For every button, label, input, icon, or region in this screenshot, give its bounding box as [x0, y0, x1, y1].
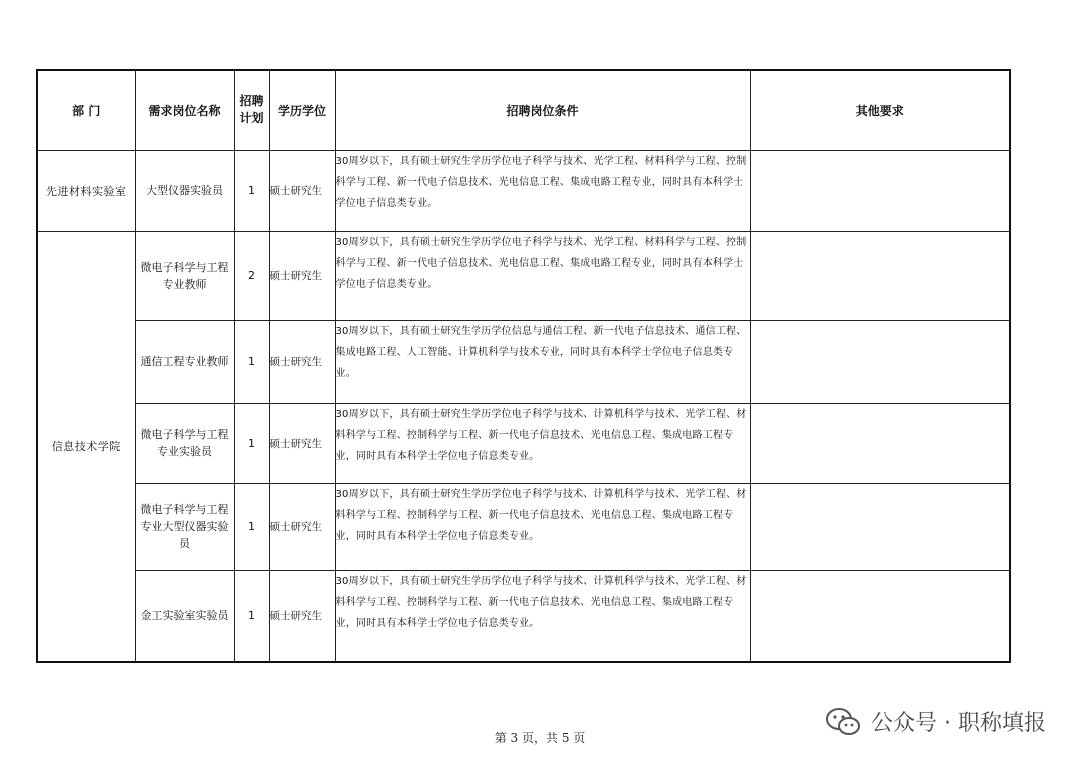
- conditions-cell: 30周岁以下，具有硕士研究生学历学位信息与通信工程、新一代电子信息技术、通信工程、集成电路工程、人工智能、计算机科学与技术专业，同时具有本科学士学位电子信息类专业。: [335, 320, 750, 403]
- other-cell: [750, 150, 1010, 231]
- position-cell: 微电子科学与工程专业大型仪器实验员: [135, 483, 234, 570]
- other-cell: [750, 320, 1010, 403]
- education-cell: 硕士研究生: [269, 483, 335, 570]
- header-other: 其他要求: [750, 70, 1010, 150]
- position-cell: 金工实验室实验员: [135, 570, 234, 662]
- table-row: [37, 320, 1010, 403]
- conditions-cell: 30周岁以下，具有硕士研究生学历学位电子科学与技术、计算机科学与技术、光学工程、材料科学与工程、控制科学与工程、新一代电子信息技术、光电信息工程、集成电路工程专业，同时具有本科学士学位电子信息类专业。: [335, 570, 750, 662]
- table-row: [37, 231, 1010, 320]
- other-cell: [750, 483, 1010, 570]
- conditions-cell: 30周岁以下，具有硕士研究生学历学位电子科学与技术、计算机科学与技术、光学工程、材料科学与工程、控制科学与工程、新一代电子信息技术、光电信息工程、集成电路工程专业，同时具有本科学士学位电子信息类专业。: [335, 403, 750, 483]
- position-cell: 微电子科学与工程专业实验员: [135, 403, 234, 483]
- header-position: 需求岗位名称: [135, 70, 234, 150]
- table-row: [37, 570, 1010, 662]
- position-cell: 大型仪器实验员: [135, 150, 234, 231]
- dept-cell: 先进材料实验室: [37, 150, 135, 231]
- page-number: 第 3 页，共 5 页: [494, 731, 586, 745]
- plan-cell: 2: [234, 231, 269, 320]
- header-row: [37, 70, 1010, 150]
- plan-cell: 1: [234, 483, 269, 570]
- education-cell: 硕士研究生: [269, 570, 335, 662]
- plan-cell: 1: [234, 570, 269, 662]
- other-cell: [750, 403, 1010, 483]
- header-plan-line2: 计划: [239, 111, 264, 126]
- header-plan-line1: 招聘: [239, 94, 264, 109]
- conditions-cell: 30周岁以下，具有硕士研究生学历学位电子科学与技术、计算机科学与技术、光学工程、材料科学与工程、控制科学与工程、新一代电子信息技术、光电信息工程、集成电路工程专业，同时具有本科学士学位电子信息类专业。: [335, 483, 750, 570]
- dept-cell: 信息技术学院: [37, 231, 135, 662]
- other-cell: [750, 570, 1010, 662]
- plan-cell: 1: [234, 320, 269, 403]
- header-dept: 部 门: [37, 70, 135, 150]
- conditions-cell: 30周岁以下，具有硕士研究生学历学位电子科学与技术、光学工程、材料科学与工程、控制科学与工程、新一代电子信息技术、光电信息工程、集成电路工程专业，同时具有本科学士学位电子信息类专业。: [335, 150, 750, 231]
- education-cell: 硕士研究生: [269, 320, 335, 403]
- table-row: [37, 483, 1010, 570]
- watermark-text: 公众号 · 职称填报: [871, 711, 1046, 736]
- header-conditions: 招聘岗位条件: [335, 70, 750, 150]
- plan-cell: 1: [234, 150, 269, 231]
- header-plan: [234, 70, 269, 150]
- table-row: [37, 403, 1010, 483]
- other-cell: [750, 231, 1010, 320]
- header-education: 学历学位: [269, 70, 335, 150]
- position-cell: 通信工程专业教师: [135, 320, 234, 403]
- conditions-cell: 30周岁以下，具有硕士研究生学历学位电子科学与技术、光学工程、材料科学与工程、控制科学与工程、新一代电子信息技术、光电信息工程、集成电路工程专业，同时具有本科学士学位电子信息类专业。: [335, 231, 750, 320]
- education-cell: 硕士研究生: [269, 150, 335, 231]
- position-cell: 微电子科学与工程专业教师: [135, 231, 234, 320]
- plan-cell: 1: [234, 403, 269, 483]
- education-cell: 硕士研究生: [269, 403, 335, 483]
- recruitment-table: [36, 69, 1011, 663]
- education-cell: 硕士研究生: [269, 231, 335, 320]
- table-row: [37, 150, 1010, 231]
